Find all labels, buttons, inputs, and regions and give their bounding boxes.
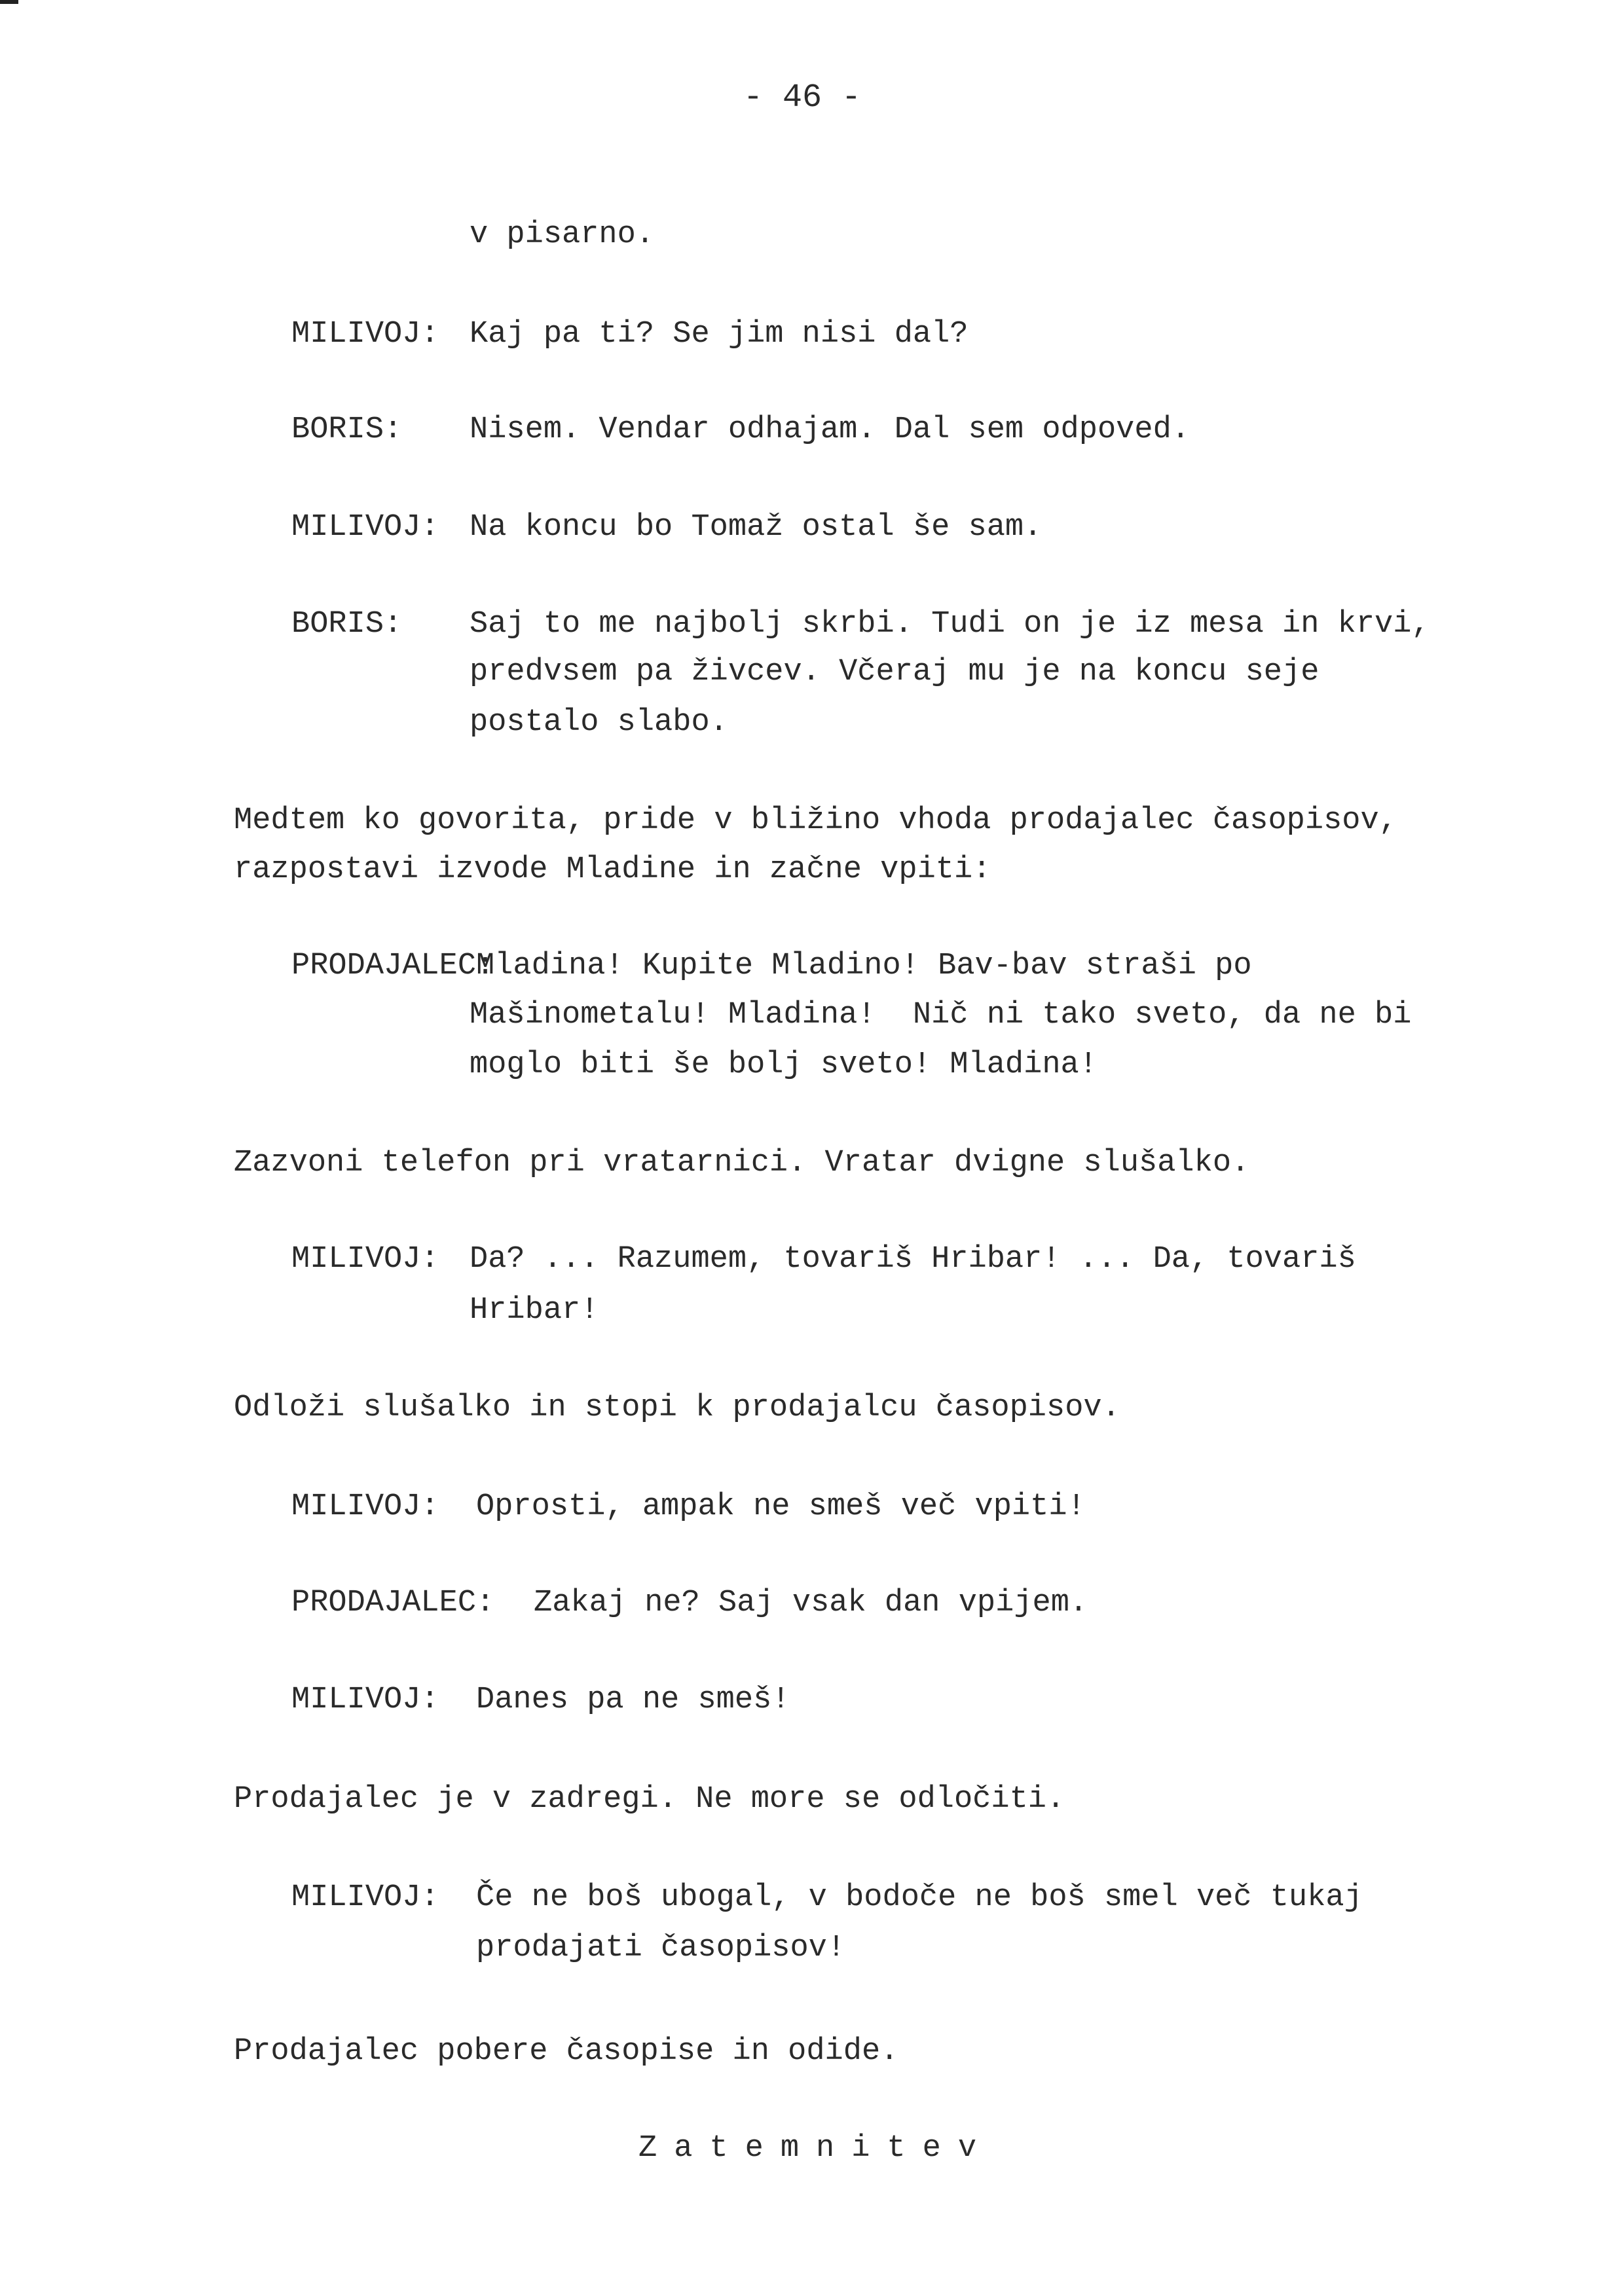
dialogue-text: Danes pa ne smeš!	[476, 1683, 790, 1717]
stage-direction: Medtem ko govorita, pride v bližino vhoda prodajalec časopisov,	[234, 803, 1397, 838]
speaker-label: PRODAJALEC:	[291, 1586, 495, 1620]
dialogue-text: Oprosti, ampak ne smeš več vpiti!	[476, 1489, 1086, 1524]
dialogue-text: postalo slabo.	[470, 705, 728, 740]
dialogue-text: Mladina! Kupite Mladino! Bav-bav straši po	[476, 949, 1252, 983]
speaker-label: MILIVOJ:	[291, 1242, 439, 1277]
speaker-label: MILIVOJ:	[291, 317, 439, 352]
dialogue-text: Da? ... Razumem, tovariš Hribar! ... Da, tovariš	[470, 1242, 1356, 1277]
dialogue-text: Če ne boš ubogal, v bodoče ne boš smel več tukaj	[476, 1880, 1363, 1915]
scan-corner-mark	[0, 0, 18, 4]
speaker-label: MILIVOJ:	[291, 1489, 439, 1524]
stage-direction: Prodajalec pobere časopise in odide.	[234, 2034, 899, 2069]
stage-direction: Zazvoni telefon pri vratarnici. Vratar dvigne slušalko.	[234, 1146, 1250, 1180]
page-number: - 46 -	[743, 79, 862, 117]
speaker-label: MILIVOJ:	[291, 1880, 439, 1915]
dialogue-text: Kaj pa ti? Se jim nisi dal?	[470, 317, 969, 352]
dialogue-text: Saj to me najbolj skrbi. Tudi on je iz mesa in krvi,	[470, 607, 1430, 642]
dialogue-text: Na koncu bo Tomaž ostal še sam.	[470, 510, 1043, 545]
speaker-label: PRODAJALEC:	[291, 949, 495, 983]
speaker-label: BORIS:	[291, 412, 403, 447]
dialogue-text: Nisem. Vendar odhajam. Dal sem odpoved.	[470, 412, 1190, 447]
stage-direction: Prodajalec je v zadregi. Ne more se odločiti.	[234, 1782, 1065, 1817]
stage-direction: razpostavi izvode Mladine in začne vpiti:	[234, 852, 991, 887]
dialogue-text: Hribar!	[470, 1293, 599, 1328]
dialogue-text: moglo biti še bolj sveto! Mladina!	[470, 1048, 1098, 1082]
dialogue-text: Zakaj ne? Saj vsak dan vpijem.	[534, 1586, 1088, 1620]
dialogue-text: prodajati časopisov!	[476, 1931, 846, 1965]
scene-end-heading: Zatemnitev	[638, 2131, 994, 2166]
stage-direction: Odloži slušalko in stopi k prodajalcu časopisov.	[234, 1391, 1120, 1425]
dialogue-continuation: v pisarno.	[470, 217, 655, 252]
speaker-label: MILIVOJ:	[291, 1683, 439, 1717]
speaker-label: MILIVOJ:	[291, 510, 439, 545]
dialogue-text: predvsem pa živcev. Včeraj mu je na koncu seje	[470, 655, 1320, 689]
dialogue-text: Mašinometalu! Mladina! Nič ni tako sveto, da ne bi	[470, 998, 1412, 1032]
speaker-label: BORIS:	[291, 607, 403, 642]
